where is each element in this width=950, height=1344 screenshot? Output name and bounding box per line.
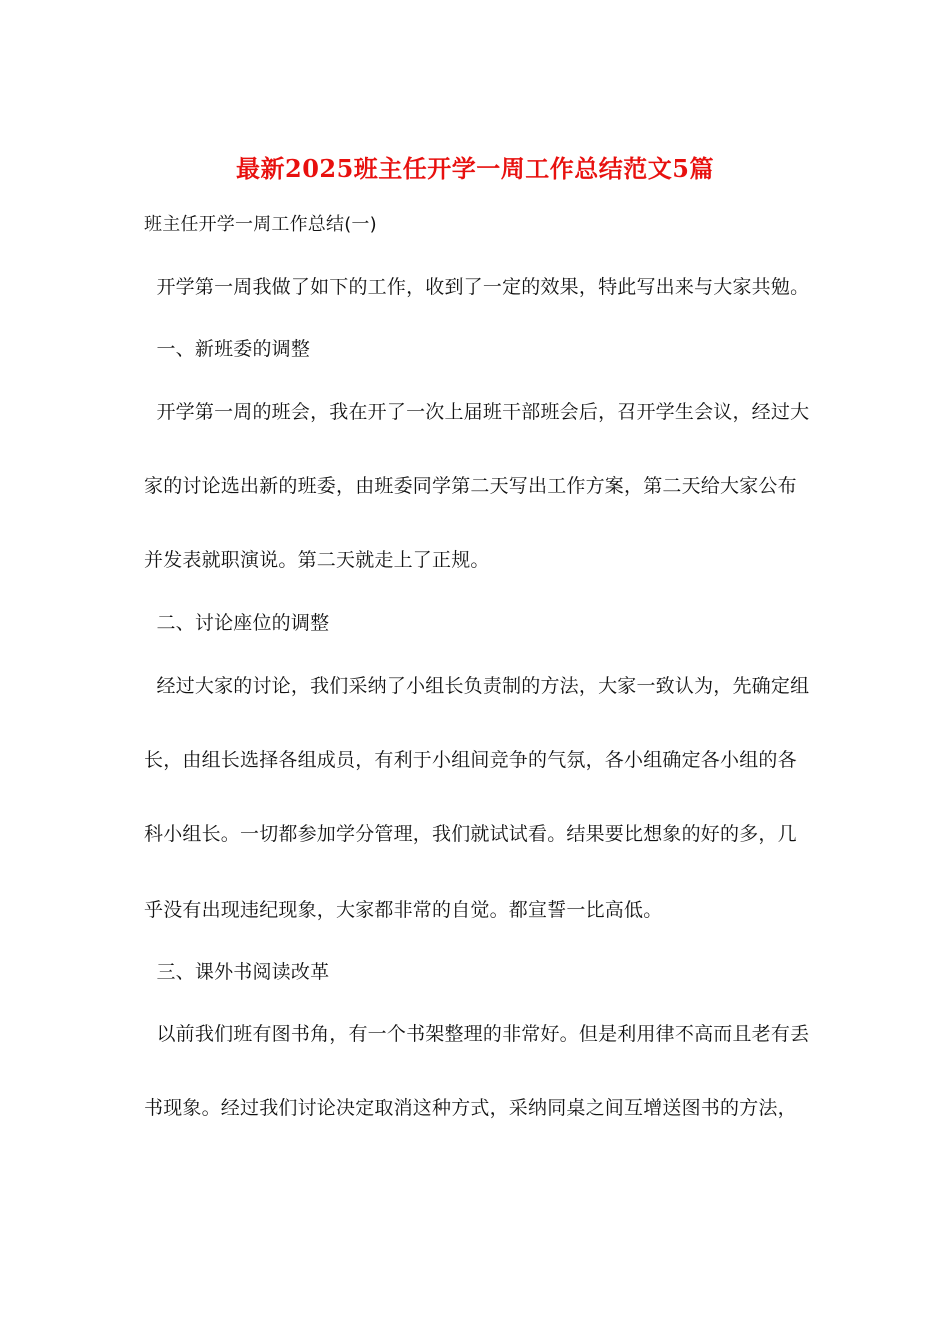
paragraph-line: 家的讨论选出新的班委，由班委同学第二天写出工作方案，第二天给大家公布 xyxy=(144,475,797,497)
section-subtitle: 班主任开学一周工作总结(一) xyxy=(144,214,377,235)
paragraph-line: 并发表就职演说。第二天就走上了正规。 xyxy=(144,549,490,571)
paragraph-line: 书现象。经过我们讨论决定取消这种方式，采纳同桌之间互增送图书的方法， xyxy=(144,1097,797,1119)
paragraph-line: 乎没有出现违纪现象，大家都非常的自觉。都宣誓一比高低。 xyxy=(144,899,663,921)
paragraph-line: 以前我们班有图书角，有一个书架整理的非常好。但是利用律不高而且老有丢 xyxy=(144,1023,810,1045)
paragraph-line: 长，由组长选择各组成员，有利于小组间竞争的气氛，各小组确定各小组的各 xyxy=(144,749,797,771)
section-heading: 二、讨论座位的调整 xyxy=(144,612,330,634)
section-heading: 三、课外书阅读改革 xyxy=(144,961,330,983)
document-title: 最新2025班主任开学一周工作总结范文5篇 xyxy=(236,154,714,183)
paragraph-line: 开学第一周我做了如下的工作，收到了一定的效果，特此写出来与大家共勉。 xyxy=(144,276,810,298)
section-heading: 一、新班委的调整 xyxy=(144,338,311,360)
paragraph-line: 科小组长。一切都参加学分管理，我们就试试看。结果要比想象的好的多，几 xyxy=(144,823,797,845)
paragraph-line: 经过大家的讨论，我们采纳了小组长负责制的方法，大家一致认为，先确定组 xyxy=(144,675,810,697)
paragraph-line: 开学第一周的班会，我在开了一次上届班干部班会后，召开学生会议，经过大 xyxy=(144,401,810,423)
